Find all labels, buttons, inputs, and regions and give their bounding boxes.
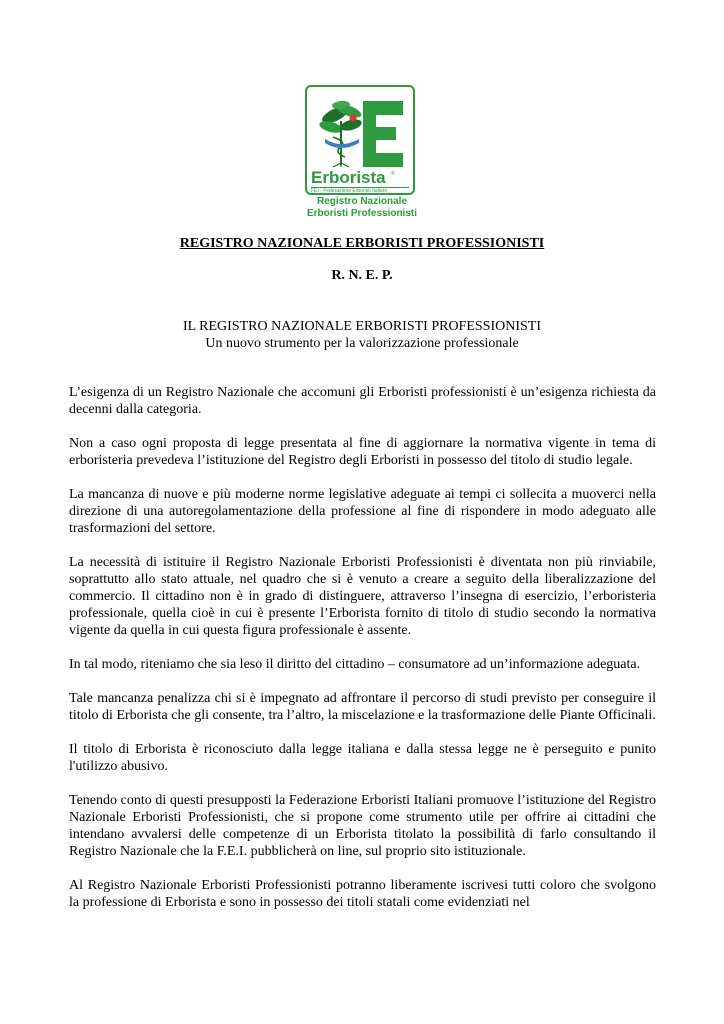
paragraph: Al Registro Nazionale Erboristi Professionisti potranno liberamente iscrivesi tutti coloro che svolgono la professione di Erborista e sono in possesso dei titoli statali come evidenziati nel — [69, 878, 656, 910]
document-body — [69, 384, 656, 928]
subheading-line1: IL REGISTRO NAZIONALE ERBORISTI PROFESSIONISTI — [182, 319, 542, 334]
paragraph: In tal modo, riteniamo che sia leso il diritto del cittadino – consumatore ad un’informazione adeguata. — [69, 657, 641, 672]
logo-caption-line2: Erboristi Professionisti — [306, 208, 418, 219]
document-acronym: R. N. E. P. — [331, 268, 393, 283]
logo-brand-text: Erborista — [311, 168, 386, 187]
logo-association-text: FEI · Federazione Erboristi Italiani — [311, 187, 409, 194]
logo-caption-line1: Registro Nazionale — [316, 196, 408, 207]
paragraph: Tale mancanza penalizza chi si è impegnato ad affrontare il percorso di studi previsto per conseguire il titolo di Erborista che gli consente, tra l’altro, la miscelazione e la trasformazione delle Piante Officinali. — [69, 691, 656, 723]
paragraph: La necessità di istituire il Registro Nazionale Erboristi Professionisti è diventata non più rinviabile, soprattutto allo stato attuale, nel quadro che si è venuto a creare a seguito della liberalizzazione del commercio. Il cittadino non è in grado di distinguere, attraverso l’insegna di esercizio, l’erboristeria professionale, quella cioè in cui è presente l’Erborista fornito di titolo di studio secondo la normativa vigente da quella in cui questa figura professionale è assente. — [69, 555, 656, 638]
registered-mark: ® — [391, 171, 395, 177]
paragraph: Tenendo conto di questi presupposti la Federazione Erboristi Italiani promuove l’istituzione del Registro Nazionale Erboristi Professionisti, che si propone come strumento utile per offrire ai cittadini che intendano avvalersi delle competenze di un Erborista titolato la possibilità di farlo consultando il Registro Nazionale che la F.E.I. pubblicherà on line, sul proprio sito istituzionale. — [69, 793, 656, 859]
subheading — [0, 318, 724, 352]
paragraph: L’esigenza di un Registro Nazionale che accomuni gli Erboristi professionisti è un’esigenza richiesta da decenni dalla categoria. — [69, 385, 656, 417]
paragraph: Il titolo di Erborista è riconosciuto dalla legge italiana e dalla stessa legge ne è perseguito e punito l'utilizzo abusivo. — [69, 742, 656, 774]
paragraph: Non a caso ogni proposta di legge presentata al fine di aggiornare la normativa vigente in tema di erboristeria prevedeva l’istituzione del Registro degli Erboristi in possesso del titolo di studio legale. — [69, 436, 656, 468]
logo-badge — [305, 85, 415, 195]
paragraph: La mancanza di nuove e più moderne norme legislative adeguate ai tempi ci sollecita a muoverci nella direzione di una autoregolamentazione della professione al fine di rispondere in modo adeguato alle trasformazioni del settore. — [69, 487, 656, 536]
document-title: REGISTRO NAZIONALE ERBORISTI PROFESSIONISTI — [179, 236, 545, 251]
subheading-line2: Un nuovo strumento per la valorizzazione professionale — [205, 336, 519, 351]
logo — [305, 85, 419, 219]
